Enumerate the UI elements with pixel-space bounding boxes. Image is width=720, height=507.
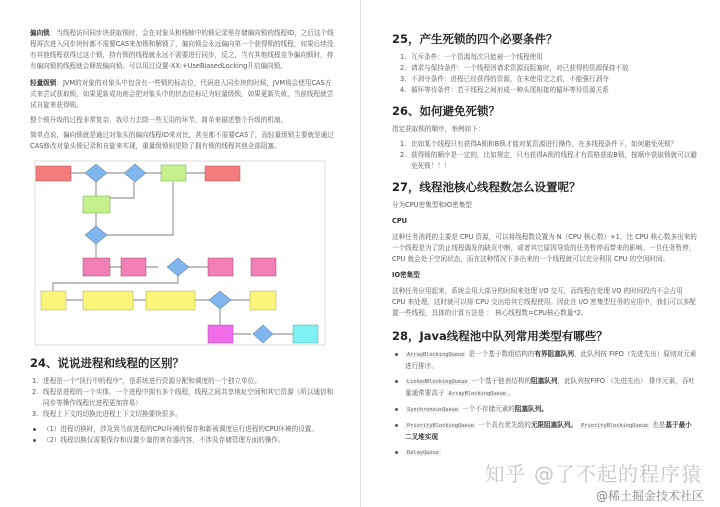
code: PriorityBlockingQueue [581,423,649,429]
juejin-watermark: @稀土掘金技术社区 [595,489,704,503]
text: 循环等待条件：若干线程之间形成一种头尾相接的循环等待资源关系 [411,86,609,94]
code: LinkedBlockingQueue [407,379,468,385]
paragraph: 简单点说，偏向锁就是通过对象头的偏向线程ID来对比，甚至都不需要CAS了，而轻量级锁主要就是通过CAS修改对象头锁记录和自旋来实现，重量级锁则是除了拥有锁的线程其他全部阻塞。 [30,131,334,150]
box-pink [121,258,146,276]
text: 。 [508,389,515,397]
code: ArrayBlockingQueue [448,391,507,397]
list-item [394,404,698,416]
list-item [394,447,698,459]
code: ArrayBlockingQueue [407,352,465,358]
text: 线程上下文的切换比进程上下文切换要快很多。 [43,410,182,418]
right-page [362,0,720,507]
bold-text: 无限阻塞队列。 [530,421,577,429]
list-item: （2）线程切换仅需要保存和设置少量的寄存器内容，不涉及存储管理方面的操作。 [32,435,336,446]
list-item [394,376,698,400]
list-item: 1. 进程是一个“执行中的程序”，是系统进行资源分配和调度的一个独立单位。 [32,377,261,385]
heading-28: 28，Java线程池中队列常用类型有哪些？ [392,329,608,343]
code: SynchronousQueue [407,407,459,413]
text: ：当线程访问同步块获取锁时，会在对象头和栈帧中的锁记录里存储偏向锁的线程ID，之后这个线程再次进入同步块时都不需要CAS来加锁和解锁了，偏向锁会永远偏向第一个获得锁的线程，如果后续没有其他线程获得过这个锁，持有锁的线程就永远不需要进行同步，反之，当有其他线程竞争偏向锁时，持有偏向锁的线程就会释放偏向锁。可以用过设置-XX:+UseBiasedLocking开启偏向锁。 [30,29,334,70]
text: 不剥夺条件：进程已经获得的资源，在未使用完之前，不能强行剥夺 [411,75,609,83]
io-subheading: IO密集型 [392,271,420,279]
box-red [205,166,240,181]
box-green [161,165,186,181]
paragraph: 整个锁升级的过程非常复杂，我尽力去除一些无用的环节，简单来描述整个升级的机制。 [30,116,288,124]
box-pink [83,258,110,276]
paragraph: 分为CPU密集型和IO密集型 [392,201,472,209]
list-item: 3. 不剥夺条件：进程已经获得的资源，在未使用完之前，不能强行剥夺 [400,75,609,83]
bold-text: 阻塞队列 [531,377,558,385]
list-item [394,420,698,443]
heading-25: 25，产生死锁的四个必要条件？ [392,32,558,46]
list-item: 1. 互斥条件：一个资源每次只能被一个线程使用 [400,53,543,61]
flowchart-frame [35,161,325,345]
box-yellow [41,291,66,310]
bold-text: 基于最小二叉堆实现 [405,421,692,441]
box-magenta [208,325,233,343]
text: 比如某个线程只有获得A锁和B锁才能对某资源进行操作，在多线程条件下，如何避免死锁？ [411,140,678,148]
list-item: 4. 循环等待条件：若干线程之间形成一种头尾相接的循环等待资源关系 [400,86,609,94]
text: ，此队列按FIFO （先进先出） 排序元素，吞吐量通常要高于 [405,377,696,397]
list-item: 3. 线程上下文的切换比进程上下文切换要快很多。 [32,410,182,418]
switch-bullets [32,424,336,446]
zhihu-watermark: 知乎 @了不起的程序猿 [484,462,702,486]
heading-24: 24、说说进程和线程的区别？ [30,356,185,370]
code: PriorityBlockingQueue [407,423,474,429]
text: 线程是进程的一个实体，一个进程中拥有多个线程，线程之间共享地址空间和其它资源（所以通信和同步等操作线程比进程更加容易） [43,388,334,407]
lightweight-lock-paragraph [30,78,336,111]
deadlock-conditions-list [400,52,698,96]
box-pink [208,258,233,276]
list-item: 2. 请求与保持条件：一个线程因请求资源而阻塞时，对已获得的资源保持不放 [400,64,629,72]
text: 获得锁的顺序是一定的，比如规定，只有获得A锁的线程才有资格获取B锁，按顺序获取锁就可以避免死锁！！！ [411,151,697,170]
list-item: 2. 获得锁的顺序是一定的，比如规定，只有获得A锁的线程才有资格获取B锁，按顺序获取锁就可以避免死锁！！！ [400,151,697,170]
text: 也是 [650,421,666,429]
box-cyan [293,325,318,343]
paragraph: 这种任务消耗的主要是 CPU 资源，可以将线程数设置为 N（CPU 核心数）+1，比 CPU 核心数多出来的一个线程是为了防止线程偶发的缺页中断，或者其它原因导致的任务暂停而带来的影响。一旦任务暂停，CPU 就会处于空闲状态，而在这种情况下多出来的一个线程就可以充分利用 CPU 的空闲时间。 [392,233,697,263]
list-item [394,349,698,372]
term: 偏向锁 [30,29,50,37]
avoid-deadlock-list [400,139,698,172]
list-item: 2. 线程是进程的一个实体，一个进程中拥有多个线程，线程之间共享地址空间和其它资源（所以通信和同步等操作线程比进程更加容易） [32,388,334,407]
term: 轻量级锁 [30,79,57,87]
process-thread-list [32,376,336,420]
text: ：JVM的对象的对象头中包含有一些锁的标志位，代码进入同步块的时候，JVM将会使用CAS方式来尝试获取锁，如果更新成功则会把对象头中的状态位标记为轻量级锁，如果更新失败，当前线程就尝试自旋来获得锁。 [30,79,334,109]
box-yellow [83,291,133,310]
box-pink [251,258,276,276]
text: 请求与保持条件：一个线程因请求资源而阻塞时，对已获得的资源保持不放 [411,64,629,72]
queue-types-list [394,349,698,459]
box-yellow [146,291,195,310]
box-yellow [250,291,276,310]
paragraph: 这种任务应用起来，系统会用大部分的时间来处理 I/O 交互，而线程在处理 I/O 的时间段内不会占用 CPU 来处理，这时就可以将 CPU 交出给其它线程使用。因此在 I/O 密集型任务的应用中，我们可以多配置一些线程，具体的计算方法是 ： 核心线程数=CPU核心数量*2。 [392,287,696,317]
heading-26: 26、如何避免死锁？ [392,104,501,118]
text: 互斥条件：一个资源每次只能被一个线程使用 [411,53,543,61]
cpu-subheading: CPU [392,217,408,225]
list-item: 1. 比如某个线程只有获得A锁和B锁才能对某资源进行操作，在多线程条件下，如何避免死锁？ [400,140,678,148]
text: 一个基于链表结构的 [469,377,532,385]
text: 进程是一个“执行中的程序”，是系统进行资源分配和调度的一个独立单位。 [43,377,261,385]
heading-27: 27，线程池核心线程数怎么设置呢？ [392,180,581,194]
bold-text: 有界阻塞队列 [534,350,575,358]
bold-text: 阻塞队列。 [514,405,548,413]
lock-upgrade-flowchart [28,158,328,348]
biased-lock-paragraph [30,28,336,72]
list-item: （1）进程切换时，涉及到当前进程的CPU环境的保存和新被调度运行进程的CPU环境的设置。 [32,424,336,435]
text: 是一个基于数组结构的 [466,350,535,358]
box-green [83,196,110,213]
box-red [36,166,71,181]
paragraph: 指定获取锁的顺序，举例如下： [392,125,485,133]
code: DelayQueue [407,450,439,456]
text: 一个具有优先级的 [475,421,531,429]
text: ，此队列按 FIFO（先进先出）原则对元素进行排序。 [405,350,697,370]
text: 一个不存储元素的 [460,405,515,413]
